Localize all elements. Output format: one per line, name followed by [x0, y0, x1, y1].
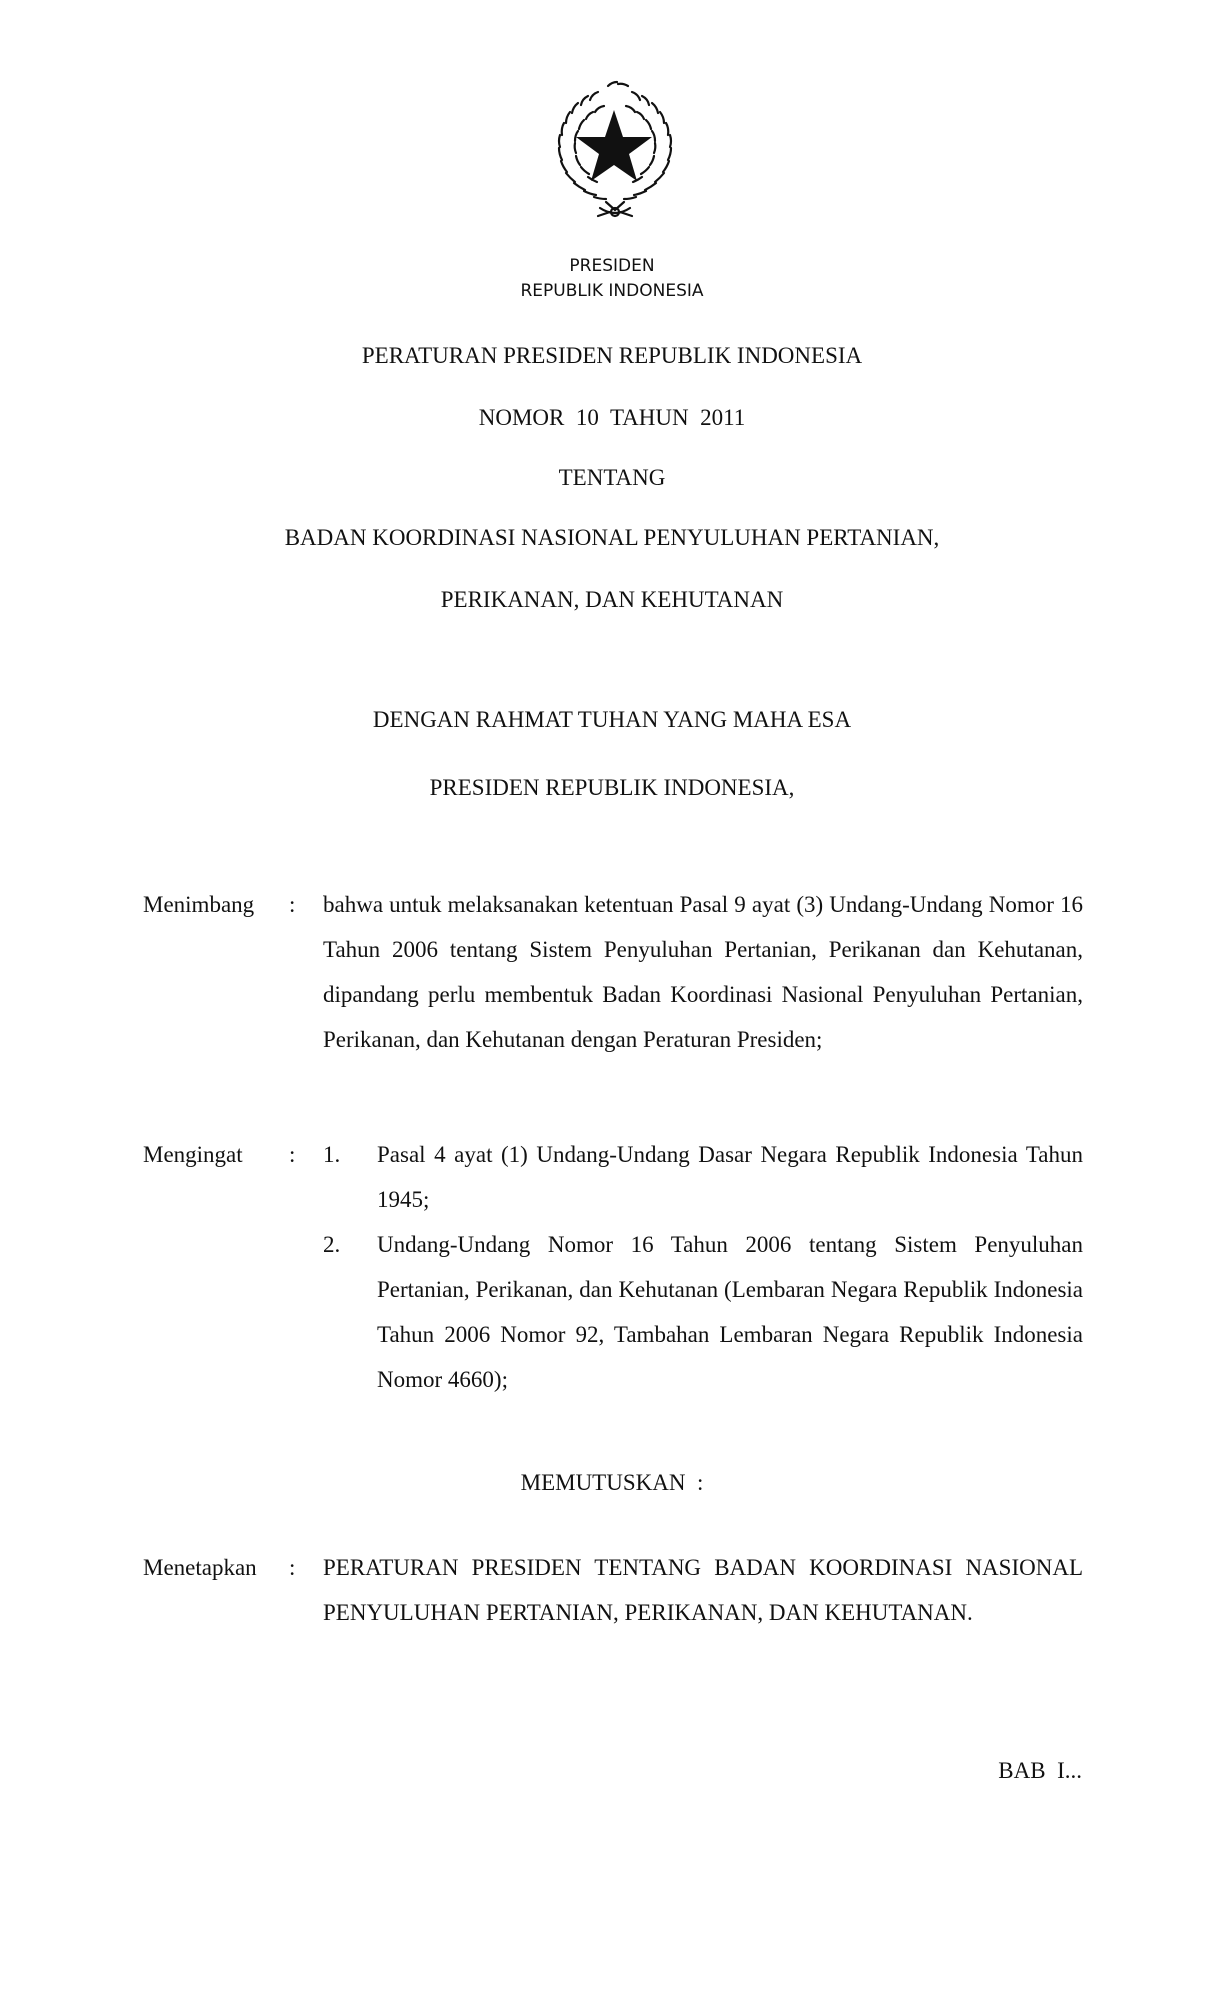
regulation-title: PERATURAN PRESIDEN REPUBLIK INDONESIA: [361, 343, 863, 368]
clause-label: Menetapkan: [143, 1555, 257, 1580]
invocation: DENGAN RAHMAT TUHAN YANG MAHA ESA: [372, 707, 852, 732]
list-item-number: 2.: [323, 1232, 341, 1257]
decision-heading: MEMUTUSKAN :: [520, 1470, 704, 1495]
clause-colon: :: [289, 1142, 296, 1167]
regulation-subject-line-2: PERIKANAN, DAN KEHUTANAN: [440, 587, 784, 612]
list-item-text: Undang-Undang Nomor 16 Tahun 2006 tentang Sistem Penyuluhan Pertanian, Perikanan, dan Kehutanan (Lembaran Negara Republik Indonesia Tahun 2006 Nomor 92, Tambahan Lembaran Negara Republik Indonesia Nomor 4660);: [377, 1232, 1083, 1392]
clause-text: PERATURAN PRESIDEN TENTANG BADAN KOORDINASI NASIONAL PENYULUHAN PERTANIAN, PERIKANAN, DAN KEHUTANAN.: [323, 1555, 1083, 1625]
clause-label: Menimbang: [143, 892, 255, 917]
clause-colon: :: [289, 1555, 296, 1580]
clause-label: Mengingat: [143, 1142, 243, 1167]
legal-basis-list: [323, 1132, 1083, 1402]
clause-text: bahwa untuk melaksanakan ketentuan Pasal 9 ayat (3) Undang-Undang Nomor 16 Tahun 2006 tentang Sistem Penyuluhan Pertanian, Perikanan dan Kehutanan, dipandang perlu membentuk Badan Koordinasi Nasional Penyuluhan Pertanian, Perikanan, dan Kehutanan dengan Peraturan Presiden;: [323, 892, 1083, 1052]
presidential-emblem-icon: [538, 70, 692, 234]
authority: PRESIDEN REPUBLIK INDONESIA,: [429, 775, 795, 800]
list-item: [323, 1222, 1083, 1402]
regulation-number: NOMOR 10 TAHUN 2011: [478, 405, 746, 430]
regulation-subject-line-1: BADAN KOORDINASI NASIONAL PENYULUHAN PERTANIAN,: [284, 525, 940, 550]
clause-colon: :: [289, 892, 296, 917]
page-continuation-marker: BAB I...: [998, 1758, 1082, 1783]
letterhead-line-1: PRESIDEN: [569, 256, 655, 276]
letterhead-line-2: REPUBLIK INDONESIA: [520, 281, 704, 301]
list-item: [323, 1132, 1083, 1222]
list-item-number: 1.: [323, 1142, 341, 1167]
list-item-text: Pasal 4 ayat (1) Undang-Undang Dasar Negara Republik Indonesia Tahun 1945;: [377, 1142, 1083, 1212]
regulation-about: TENTANG: [558, 465, 666, 490]
